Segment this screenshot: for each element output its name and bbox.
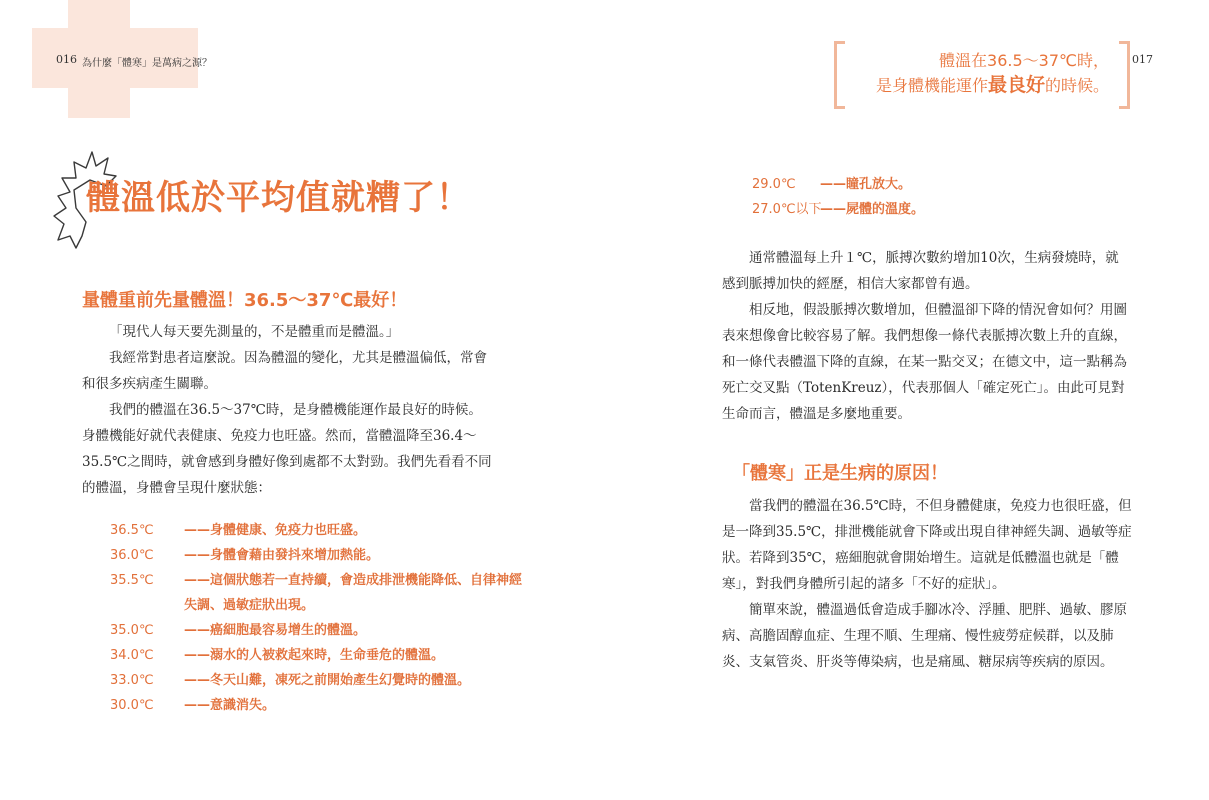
- temperature-value: 29.0℃: [752, 177, 796, 192]
- section-title-right: 「體寒」正是生病的原因！: [732, 463, 948, 484]
- temperature-description: ——身體會藉由發抖來增加熱能。: [184, 548, 380, 563]
- body-text-right-2: [722, 493, 1132, 675]
- running-header: 為什麼「體寒」是萬病之源？: [82, 58, 212, 69]
- pull-quote-text: 是身體機能運作: [875, 76, 988, 95]
- temperature-row: [110, 518, 530, 543]
- pull-quote: [844, 48, 1109, 98]
- temperature-row: [110, 693, 530, 718]
- temperature-row: [110, 643, 530, 668]
- temperature-row: [110, 618, 530, 643]
- paragraph: 我們的體溫在36.5～37℃時，是身體機能運作最良好的時候。身體機能好就代表健康、免疫力也旺盛。然而，當體溫降至36.4～35.5℃之間時，就會感到身體好像到處都不太對勁。我們先看看不同的體溫，身體會呈現什麼狀態：: [82, 402, 492, 496]
- paragraph: 我經常對患者這麼說。因為體溫的變化，尤其是體溫偏低，常會和很多疾病產生關聯。: [82, 350, 487, 392]
- paragraph: 當我們的體溫在36.5℃時，不但身體健康，免疫力也很旺盛，但是一降到35.5℃，排泄機能就會下降或出現自律神經失調、過敏等症狀。若降到35℃，癌細胞就會開始增生。這就是低體溫也就是「體寒」，對我們身體所引起的諸多「不好的症狀」。: [722, 498, 1132, 592]
- temperature-description: ——溺水的人被救起來時，生命垂危的體溫。: [184, 648, 445, 663]
- temperature-description: ——癌細胞最容易增生的體溫。: [184, 623, 367, 638]
- body-text-right-1: [722, 245, 1132, 427]
- paragraph: 簡單來說，體溫過低會造成手腳冰冷、浮腫、肥胖、過敏、膠原病、高膽固醇血症、生理不順、生理痛、慢性疲勞症候群，以及肺炎、支氣管炎、肝炎等傳染病，也是痛風、糖尿病等疾病的原因。: [722, 602, 1127, 670]
- body-text-left: [82, 319, 492, 501]
- temperature-value: 34.0℃: [110, 648, 154, 663]
- temperature-value: 36.0℃: [110, 548, 154, 563]
- temperature-description: ——屍體的溫度。: [820, 202, 925, 217]
- temperature-list-right: [752, 172, 1172, 222]
- temperature-row: [110, 543, 530, 568]
- temperature-list-left: [110, 518, 530, 718]
- pull-quote-text: 的時候。: [1044, 76, 1109, 95]
- temperature-value: 36.5℃: [110, 523, 154, 538]
- temperature-description: ——身體健康、免疫力也旺盛。: [184, 523, 367, 538]
- temperature-value: 27.0℃以下: [752, 202, 822, 217]
- temperature-row: [110, 568, 530, 618]
- bracket-right: [1119, 41, 1130, 109]
- main-title: 體溫低於平均值就糟了！: [86, 178, 471, 218]
- temperature-row: [752, 172, 1172, 197]
- temperature-description: ——冬天山難，凍死之前開始產生幻覺時的體溫。: [184, 673, 471, 688]
- temperature-value: 35.5℃: [110, 573, 154, 588]
- right-page: [604, 0, 1209, 800]
- page-number-left: 016: [56, 53, 77, 66]
- pull-quote-line1: 體溫在36.5～37℃時，: [939, 51, 1109, 70]
- temperature-row: [110, 668, 530, 693]
- temperature-value: 35.0℃: [110, 623, 154, 638]
- paragraph: 「現代人每天要先測量的，不是體重而是體溫。」: [109, 324, 400, 340]
- temperature-value: 33.0℃: [110, 673, 154, 688]
- left-page: [0, 0, 604, 800]
- temperature-row: [752, 197, 1172, 222]
- paragraph: 通常體溫每上升１℃，脈搏次數約增加10次，生病發燒時，就感到脈搏加快的經歷，相信大家都曾有過。: [722, 250, 1119, 292]
- section-title-left: 量體重前先量體溫！36.5～37℃最好！: [82, 290, 408, 311]
- temperature-value: 30.0℃: [110, 698, 154, 713]
- temperature-description: ——這個狀態若一直持續，會造成排泄機能降低、自律神經失調、過敏症狀出現。: [184, 573, 523, 613]
- pull-quote-line2: [844, 73, 1109, 98]
- page-number-right: 017: [1132, 53, 1153, 66]
- pull-quote-emphasis: 最良好: [987, 74, 1045, 96]
- temperature-description: ——意識消失。: [184, 698, 276, 713]
- paragraph: 相反地，假設脈搏次數增加，但體溫卻下降的情況會如何？用圖表來想像會比較容易了解。我們想像一條代表脈搏次數上升的直線，和一條代表體溫下降的直線，在某一點交叉；在德文中，這一點稱為死亡交叉點（TotenKreuz），代表那個人「確定死亡」。由此可見對生命而言，體溫是多麼地重要。: [722, 302, 1127, 422]
- temperature-description: ——瞳孔放大。: [820, 177, 912, 192]
